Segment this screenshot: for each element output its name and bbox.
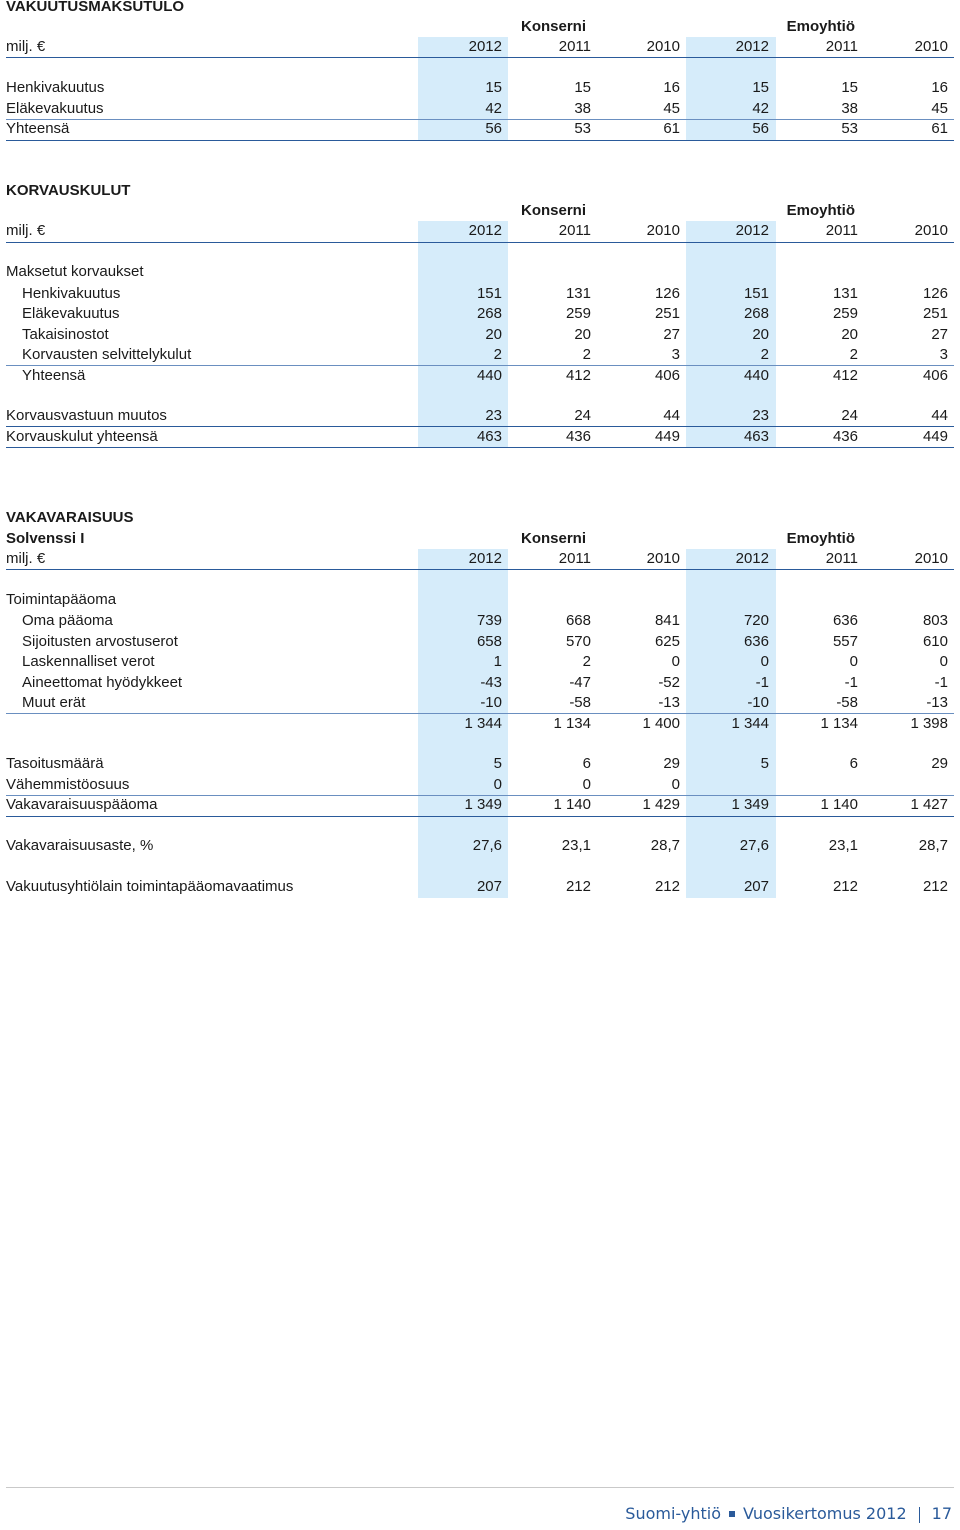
unit-label: milj. €: [6, 222, 46, 239]
table-cell: 440: [743, 366, 769, 384]
table-cell: 636: [743, 632, 769, 650]
group-label-emoyhtio: Emoyhtiö: [786, 18, 855, 35]
table-cell: 436: [832, 428, 858, 445]
table-rule: [6, 713, 954, 714]
row-label: Muut erät: [22, 694, 86, 711]
row-label: Henkivakuutus: [6, 79, 105, 96]
table-rule: [6, 365, 954, 366]
row-label: Henkivakuutus: [22, 284, 121, 302]
year-header: 2011: [558, 38, 591, 55]
year-header: 2010: [914, 38, 948, 55]
section-title: VAKAVARAISUUS: [6, 509, 134, 526]
year-header: 2011: [825, 38, 858, 55]
table-cell: 2: [582, 653, 591, 670]
table-cell: 53: [841, 120, 858, 137]
year-header: 2011: [558, 550, 591, 567]
year-header: 2012: [468, 550, 502, 567]
square-bullet-icon: [729, 1511, 735, 1517]
table-rule: [6, 57, 954, 58]
table-cell: 2: [760, 346, 769, 363]
section-subtitle: Solvenssi I: [6, 530, 85, 547]
row-label: Eläkevakuutus: [22, 305, 120, 322]
table-cell: 1 140: [553, 796, 591, 813]
table-cell: -43: [480, 673, 502, 691]
row-label: Eläkevakuutus: [6, 99, 104, 117]
table-cell: 61: [931, 120, 948, 137]
table-cell: 3: [939, 346, 948, 363]
table-cell: 28,7: [918, 837, 948, 854]
year-header: 2011: [558, 222, 591, 239]
table-cell: 1 400: [642, 714, 680, 732]
table-cell: 38: [574, 99, 591, 117]
table-cell: 251: [922, 305, 948, 322]
table-cell: 739: [476, 612, 502, 629]
table-cell: 658: [476, 632, 502, 650]
table-cell: 212: [832, 878, 858, 895]
table-rule: [6, 242, 954, 243]
row-label: Korvausten selvittelykulut: [22, 346, 192, 363]
table-cell: 3: [671, 346, 680, 363]
table-cell: 16: [663, 79, 680, 96]
table-cell: 251: [654, 305, 680, 322]
table-cell: 6: [582, 755, 591, 772]
section-title: VAKUUTUSMAKSUTULO: [6, 0, 185, 15]
table-cell: 61: [663, 120, 680, 137]
table-cell: 20: [574, 325, 591, 343]
table-cell: 463: [743, 428, 769, 445]
table-cell: 207: [476, 878, 502, 895]
section-title: KORVAUSKULUT: [6, 182, 131, 199]
table-cell: 45: [931, 99, 948, 117]
table-cell: 131: [565, 284, 591, 302]
year-header: 2012: [468, 222, 502, 239]
table-cell: 15: [752, 79, 769, 96]
table-cell: -13: [926, 694, 948, 711]
table-cell: -47: [569, 673, 591, 691]
table-cell: 5: [493, 755, 502, 772]
table-cell: 56: [752, 120, 769, 137]
unit-label: milj. €: [6, 38, 46, 55]
row-label: Korvausvastuun muutos: [6, 407, 167, 424]
table-cell: 29: [931, 755, 948, 772]
table-cell: 841: [654, 612, 680, 629]
table-cell: -58: [836, 694, 858, 711]
table-cell: 212: [922, 878, 948, 895]
table-cell: 406: [654, 366, 680, 384]
table-cell: 449: [922, 428, 948, 445]
table-cell: -10: [747, 694, 769, 711]
table-cell: 56: [485, 120, 502, 137]
table-cell: 803: [922, 612, 948, 629]
table-cell: 2: [849, 346, 858, 363]
table-cell: 151: [476, 284, 502, 302]
row-label: Vakuutusyhtiölain toimintapääomavaatimus: [6, 878, 294, 895]
table-cell: 42: [752, 99, 769, 117]
row-label: Yhteensä: [6, 120, 70, 137]
year-header: 2010: [914, 222, 948, 239]
table-cell: 15: [841, 79, 858, 96]
table-cell: 212: [565, 878, 591, 895]
table-cell: 0: [939, 653, 948, 670]
footer-divider: [6, 1487, 954, 1488]
table-cell: 45: [663, 99, 680, 117]
table-cell: 625: [654, 632, 680, 650]
table-cell: 463: [476, 428, 502, 445]
row-label: Korvauskulut yhteensä: [6, 428, 158, 445]
table-cell: 24: [841, 407, 858, 424]
table-cell: 44: [931, 407, 948, 424]
table-cell: 27: [931, 325, 948, 343]
row-label: Tasoitusmäärä: [6, 755, 104, 772]
table-cell: 151: [743, 284, 769, 302]
table-cell: 1 349: [464, 796, 502, 813]
table-cell: 1 134: [553, 714, 591, 732]
year-header: 2012: [468, 38, 502, 55]
table-cell: 27,6: [739, 837, 769, 854]
table-cell: 636: [832, 612, 858, 629]
row-label: Maksetut korvaukset: [6, 263, 144, 280]
table-cell: 53: [574, 120, 591, 137]
table-cell: 570: [565, 632, 591, 650]
table-cell: 449: [654, 428, 680, 445]
table-cell: 412: [565, 366, 591, 384]
table-cell: 126: [654, 284, 680, 302]
table-cell: 27: [663, 325, 680, 343]
table-cell: 1 344: [731, 714, 769, 732]
table-cell: 28,7: [650, 837, 680, 854]
row-label: Vakavaraisuusaste, %: [6, 837, 154, 854]
table-cell: 0: [582, 775, 591, 793]
table-cell: 2: [582, 346, 591, 363]
table-cell: 1 349: [731, 796, 769, 813]
footer-report: Vuosikertomus 2012: [743, 1504, 907, 1523]
table-cell: 1 427: [910, 796, 948, 813]
year-header: 2010: [646, 38, 680, 55]
table-cell: 15: [574, 79, 591, 96]
table-cell: -13: [658, 694, 680, 711]
table-cell: 1 429: [642, 796, 680, 813]
table-cell: 440: [476, 366, 502, 384]
unit-label: milj. €: [6, 550, 46, 567]
table-cell: 16: [931, 79, 948, 96]
page-footer: [625, 1504, 952, 1523]
table-cell: -10: [480, 694, 502, 711]
table-rule: [6, 569, 954, 570]
table-cell: 1 134: [820, 714, 858, 732]
group-label-konserni: Konserni: [520, 530, 586, 547]
footer-company: Suomi-yhtiö: [625, 1504, 722, 1523]
table-cell: 23,1: [828, 837, 858, 854]
table-cell: 668: [565, 612, 591, 629]
table-cell: 0: [671, 653, 680, 670]
table-cell: 23: [485, 407, 502, 424]
table-cell: -58: [569, 694, 591, 711]
group-label-emoyhtio: Emoyhtiö: [786, 530, 855, 547]
table-cell: 1 398: [910, 714, 948, 732]
table-cell: 259: [832, 305, 858, 322]
group-label-emoyhtio: Emoyhtiö: [786, 202, 855, 219]
group-label-konserni: Konserni: [520, 18, 586, 35]
table-cell: 1: [493, 653, 502, 670]
table-cell: -1: [844, 673, 858, 691]
year-header: 2012: [735, 222, 769, 239]
table-cell: 23,1: [561, 837, 591, 854]
table-cell: 412: [832, 366, 858, 384]
table-rule: [6, 795, 954, 796]
table-cell: 27,6: [472, 837, 502, 854]
table-rule: [6, 447, 954, 448]
row-label: Laskennalliset verot: [22, 653, 155, 670]
table-cell: -1: [934, 673, 948, 691]
table-cell: 1 344: [464, 714, 502, 732]
table-cell: 20: [485, 325, 502, 343]
footer-separator: [919, 1507, 920, 1523]
table-cell: 126: [922, 284, 948, 302]
table-cell: 15: [485, 79, 502, 96]
table-cell: 207: [743, 878, 769, 895]
table-cell: 44: [663, 407, 680, 424]
table-cell: 212: [654, 878, 680, 895]
table-cell: 38: [841, 99, 858, 117]
table-cell: -52: [658, 673, 680, 691]
table-cell: 436: [565, 428, 591, 445]
row-label: Sijoitusten arvostuserot: [22, 632, 178, 650]
table-cell: 20: [752, 325, 769, 343]
row-label: Oma pääoma: [22, 612, 113, 629]
table-rule: [6, 426, 954, 427]
table-rule: [6, 816, 954, 817]
year-header: 2012: [735, 550, 769, 567]
table-cell: 0: [849, 653, 858, 670]
table-rule: [6, 119, 954, 120]
row-label: Takaisinostot: [22, 325, 109, 343]
table-cell: 406: [922, 366, 948, 384]
table-cell: 0: [671, 775, 680, 793]
year-header: 2011: [825, 550, 858, 567]
table-cell: -1: [755, 673, 769, 691]
year-header: 2010: [646, 222, 680, 239]
year-header: 2012: [735, 38, 769, 55]
row-label: Vähemmistöosuus: [6, 775, 130, 793]
table-cell: 557: [832, 632, 858, 650]
row-label: Vakavaraisuuspääoma: [6, 796, 158, 813]
table-cell: 5: [760, 755, 769, 772]
table-cell: 42: [485, 99, 502, 117]
table-rule: [6, 140, 954, 141]
table-cell: 259: [565, 305, 591, 322]
row-label: Toimintapääoma: [6, 591, 117, 608]
group-label-konserni: Konserni: [520, 202, 586, 219]
year-header: 2010: [646, 550, 680, 567]
table-cell: 720: [743, 612, 769, 629]
table-cell: 23: [752, 407, 769, 424]
table-cell: 1 140: [820, 796, 858, 813]
year-header: 2010: [914, 550, 948, 567]
table-cell: 131: [832, 284, 858, 302]
table-cell: 610: [922, 632, 948, 650]
year-header: 2011: [825, 222, 858, 239]
table-cell: 0: [760, 653, 769, 670]
table-cell: 29: [663, 755, 680, 772]
footer-page-number: 17: [931, 1504, 952, 1523]
row-label: Yhteensä: [22, 366, 86, 384]
table-cell: 268: [743, 305, 769, 322]
table-cell: 20: [841, 325, 858, 343]
table-cell: 24: [574, 407, 591, 424]
table-cell: 2: [493, 346, 502, 363]
row-label: Aineettomat hyödykkeet: [22, 673, 183, 691]
table-cell: 0: [493, 775, 502, 793]
table-cell: 6: [849, 755, 858, 772]
table-cell: 268: [476, 305, 502, 322]
